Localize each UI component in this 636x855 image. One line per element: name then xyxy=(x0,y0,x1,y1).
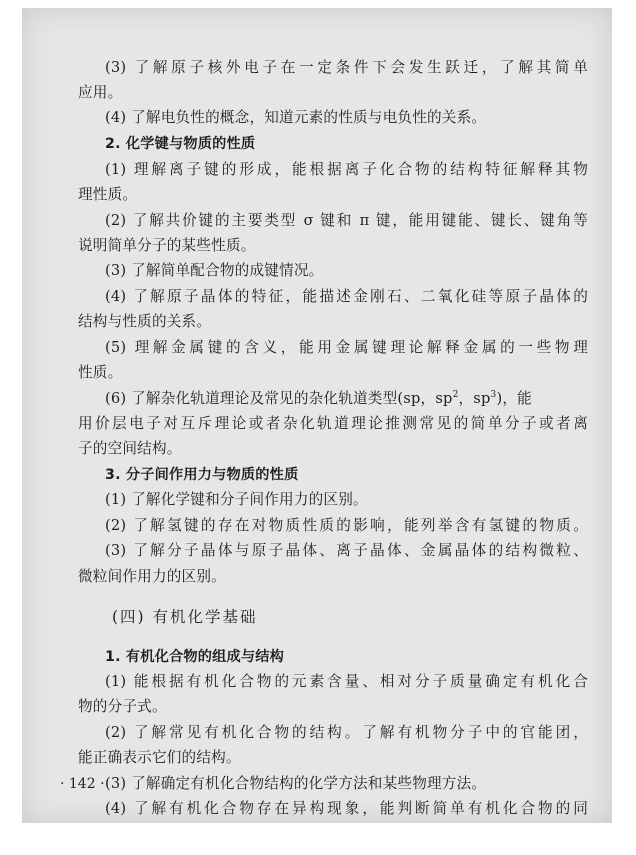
text-line: (3) 了解分子晶体与原子晶体、离子晶体、金属晶体的结构微粒、 xyxy=(105,542,588,559)
text-line: (2) 了解氢键的存在对物质性质的影响，能列举含有氢键的物质。 xyxy=(105,517,588,534)
text-line: (1) 能根据有机化合物的元素含量、相对分子质量确定有机化合 xyxy=(105,673,588,690)
text-line: (3) 了解原子核外电子在一定条件下会发生跃迁，了解其简单 xyxy=(105,59,588,76)
text-line: (3) 了解确定有机化合物结构的化学方法和某些物理方法。 xyxy=(105,775,487,792)
text-line-hybrid-orbitals: (6) 了解杂化轨道理论及常见的杂化轨道类型(sp，$sp^2$，$sp^3$)，能 xyxy=(105,390,532,407)
text-line: (4) 了解原子晶体的特征，能描述金刚石、二氧化硅等原子晶体的 xyxy=(105,288,588,305)
text-line: (1) 理解离子键的形成，能根据离子化合物的结构特征解释其物 xyxy=(105,161,588,178)
text-line: (2) 了解共价键的主要类型 σ 键和 π 键，能用键能、键长、键角等 xyxy=(105,212,588,229)
page-number: · 142 · xyxy=(60,776,105,792)
text-line: 结构与性质的关系。 xyxy=(78,313,212,330)
text-line: (3) 了解简单配合物的成键情况。 xyxy=(105,262,324,279)
text-line: (4) 了解电负性的概念，知道元素的性质与电负性的关系。 xyxy=(105,109,487,126)
text-line: 能正确表示它们的结构。 xyxy=(78,749,241,766)
text-line: 性质。 xyxy=(78,364,123,381)
section-heading: 2. 化学键与物质的性质 xyxy=(105,136,256,152)
section-heading: 1. 有机化合物的组成与结构 xyxy=(105,649,285,665)
text-line: 理性质。 xyxy=(78,186,138,203)
text-line: (5) 理解金属键的含义，能用金属键理论解释金属的一些物理 xyxy=(105,339,588,356)
text-line: 应用。 xyxy=(78,84,123,101)
text-line: (4) 了解有机化合物存在异构现象，能判断简单有机化合物的同 xyxy=(105,800,588,817)
chapter-heading: (四) 有机化学基础 xyxy=(112,608,258,626)
document-page xyxy=(22,8,612,823)
text-line: (2) 了解常见有机化合物的结构。了解有机物分子中的官能团， xyxy=(105,724,588,741)
text-line: (1) 了解化学键和分子间作用力的区别。 xyxy=(105,491,368,508)
text-line: 子的空间结构。 xyxy=(78,440,182,457)
text-line: 用价层电子对互斥理论或者杂化轨道理论推测常见的简单分子或者离 xyxy=(78,415,588,432)
section-heading: 3. 分子间作用力与物质的性质 xyxy=(105,467,299,483)
text-line: 说明简单分子的某些性质。 xyxy=(78,237,256,254)
text-line: 物的分子式。 xyxy=(78,698,167,715)
text-line: 微粒间作用力的区别。 xyxy=(78,568,226,585)
